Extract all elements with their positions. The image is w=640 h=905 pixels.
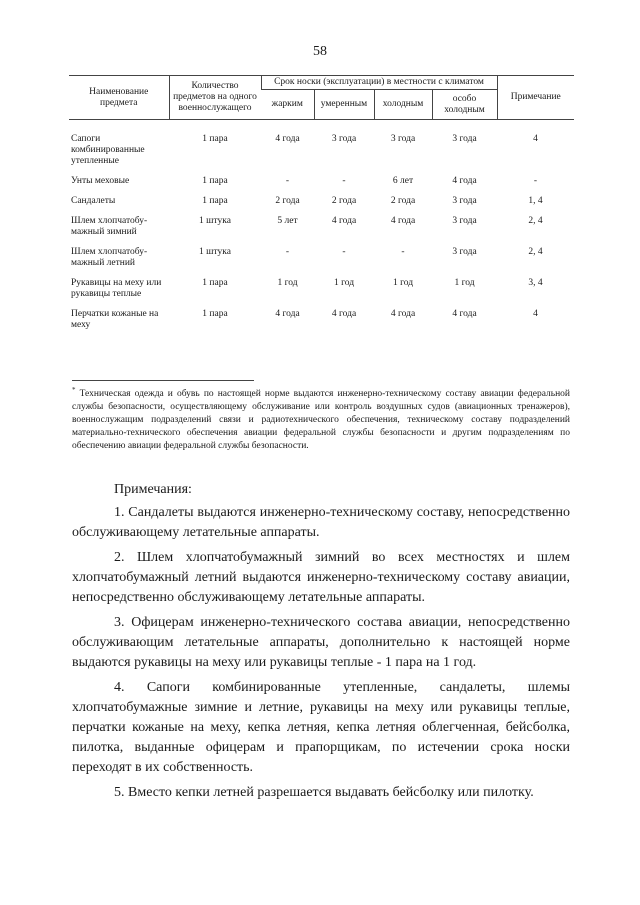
cell-qty: 1 пара: [202, 134, 228, 144]
cell-very-cold: 3 года: [452, 216, 477, 226]
table-row: [69, 244, 574, 275]
cell-hot: 1 год: [277, 278, 298, 288]
cell-note: 4: [533, 134, 538, 144]
cell-hot: 4 года: [275, 309, 300, 319]
cell-name: Шлем хлопчатобу-мажный зимний: [71, 216, 148, 237]
cell-cold: 1 год: [392, 278, 414, 288]
table-row: [69, 213, 574, 244]
table-row: [69, 173, 574, 193]
cell-qty: 1 пара: [202, 176, 228, 186]
cell-qty: 1 штука: [199, 247, 231, 257]
cell-note: -: [533, 176, 538, 186]
cell-name: Перчатки кожаные на меху: [71, 309, 159, 330]
cell-note: 2, 4: [528, 247, 543, 257]
cell-moderate: 4 года: [331, 309, 357, 319]
table-row: [69, 120, 574, 174]
note-item-3: 3. Офицерам инженерно-технического состава авиации, непосредственно обслуживающим летательные аппараты, дополнительно к настоящей норме выдаются рукавицы на меху или рукавицы теплые - 1 пара на 1 год.: [72, 615, 570, 670]
table-row: [69, 193, 574, 213]
cell-cold: 3 года: [390, 134, 416, 144]
table-row: [69, 306, 574, 337]
header-term-group: Срок носки (эксплуатации) в местности с климатом: [261, 76, 497, 90]
cell-very-cold: 4 года: [452, 309, 477, 319]
header-note: Примечание: [497, 76, 574, 120]
notes-section: [72, 480, 570, 808]
norms-table: [69, 75, 574, 337]
cell-moderate: 4 года: [331, 216, 357, 226]
cell-cold: 4 года: [390, 216, 416, 226]
header-quantity: Количество предметов на одного военнослужащего: [169, 76, 261, 120]
cell-qty: 1 пара: [202, 196, 228, 206]
cell-cold: 4 года: [390, 309, 416, 319]
header-hot: жарким: [261, 90, 314, 120]
footnote-divider: [72, 380, 254, 381]
cell-hot: 2 года: [275, 196, 300, 206]
footnote-mark: *: [72, 386, 76, 394]
note-item-4: 4. Сапоги комбинированные утепленные, сандалеты, шлемы хлопчатобумажные зимние и летние, рукавицы на меху или рукавицы теплые, перчатки кожаные на меху, кепка летняя, кепка летняя облегченная, бейсболка, пилотка, выданные офицерам и прапорщикам, по истечении срока носки переходят в их собственность.: [72, 680, 570, 775]
cell-moderate: -: [342, 247, 346, 257]
cell-name: Рукавицы на меху или рукавицы теплые: [71, 278, 162, 299]
note-item-5: 5. Вместо кепки летней разрешается выдавать бейсболку или пилотку.: [114, 785, 534, 800]
cell-cold: -: [401, 247, 405, 257]
cell-name: Унты меховые: [71, 176, 130, 186]
cell-note: 2, 4: [528, 216, 543, 226]
cell-qty: 1 пара: [202, 309, 228, 319]
footnote: [72, 384, 570, 453]
cell-hot: -: [285, 247, 290, 257]
cell-hot: -: [285, 176, 290, 186]
cell-moderate: -: [342, 176, 346, 186]
note-item-1: 1. Сандалеты выдаются инженерно-техническому составу, непосредственно обслуживающему летательные аппараты.: [72, 505, 570, 540]
table-row: [69, 275, 574, 306]
cell-name: Шлем хлопчатобу-мажный летний: [71, 247, 148, 268]
notes-heading: Примечания:: [114, 482, 192, 497]
cell-name: Сапоги комбинированные утепленные: [71, 134, 145, 166]
header-moderate: умеренным: [314, 90, 374, 120]
footnote-text: Техническая одежда и обувь по настоящей норме выдаются инженерно-техническому составу авиации федеральной службы безопасности, осуществляющему обслуживание или контроль воздушных судов (авиационных тренажеров), военнослужащим подразделений связи и радиотехнического обеспечения, техническому составу подразделений материально-технического обеспечения авиации федеральной службы безопасности и другим подразделениям по обеспечению авиации федеральной службы безопасности.: [72, 389, 571, 452]
cell-hot: 5 лет: [277, 216, 298, 226]
cell-very-cold: 3 года: [452, 196, 477, 206]
cell-very-cold: 3 года: [452, 134, 477, 144]
header-very-cold: особо холодным: [432, 90, 497, 120]
header-cold: холодным: [374, 90, 432, 120]
cell-moderate: 3 года: [331, 134, 357, 144]
header-name: Наименование предмета: [69, 76, 169, 120]
cell-very-cold: 1 год: [454, 278, 475, 288]
cell-moderate: 2 года: [331, 196, 357, 206]
cell-very-cold: 3 года: [452, 247, 477, 257]
note-item-2: 2. Шлем хлопчатобумажный зимний во всех местностях и шлем хлопчатобумажный летний выдаются инженерно-техническому составу авиации, непосредственно обслуживающему летательные аппараты.: [72, 550, 570, 605]
page-number: 58: [313, 44, 327, 59]
cell-qty: 1 штука: [199, 216, 231, 226]
cell-name: Сандалеты: [71, 196, 116, 206]
cell-note: 1, 4: [528, 196, 543, 206]
cell-note: 4: [533, 309, 538, 319]
cell-note: 3, 4: [528, 278, 543, 288]
cell-cold: 2 года: [390, 196, 416, 206]
cell-very-cold: 4 года: [452, 176, 477, 186]
cell-hot: 4 года: [275, 134, 300, 144]
cell-qty: 1 пара: [202, 278, 228, 288]
cell-moderate: 1 год: [333, 278, 355, 288]
cell-cold: 6 лет: [392, 176, 414, 186]
